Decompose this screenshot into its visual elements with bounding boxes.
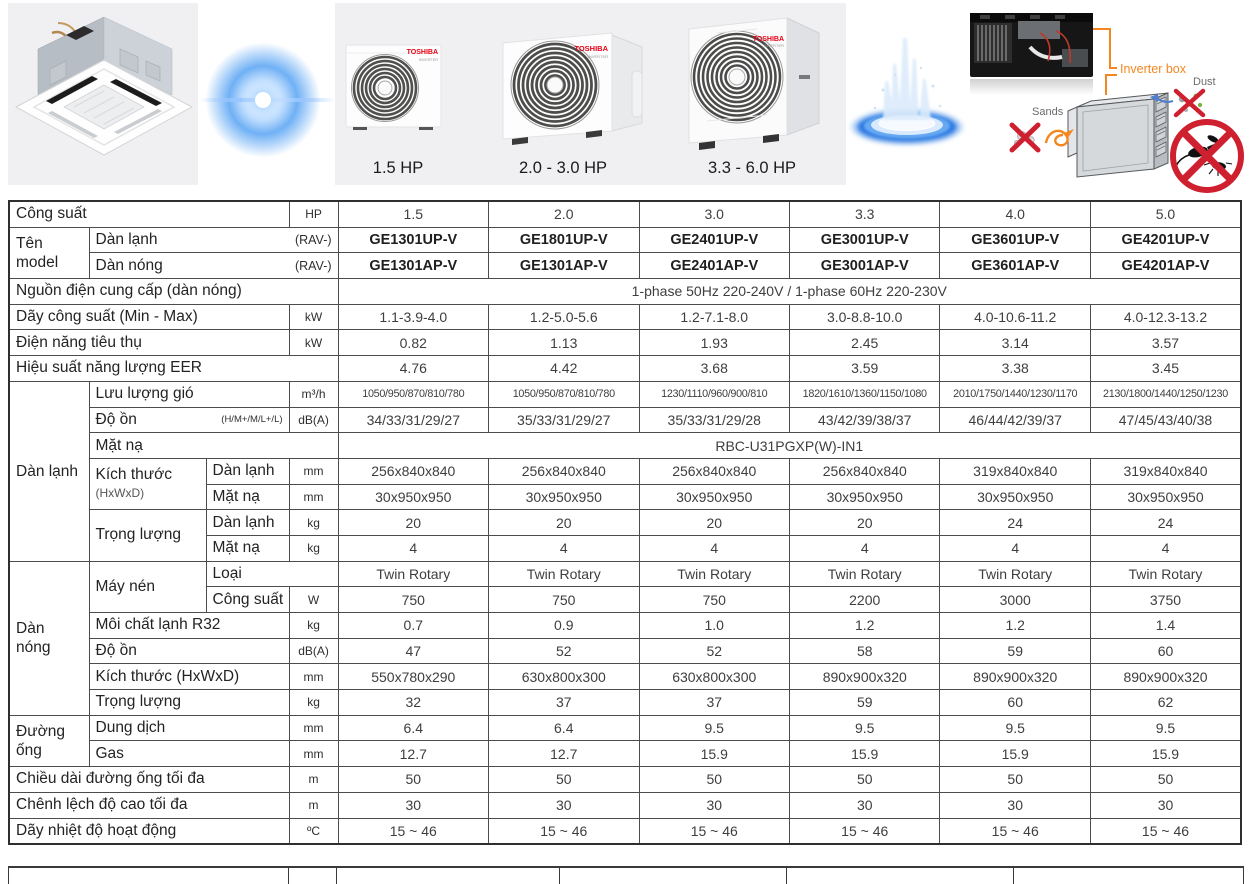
row-label: Nguồn điện cung cấp (dàn nóng) xyxy=(9,279,338,305)
row-label-text: Kích thước xyxy=(95,466,173,484)
row-power-supply xyxy=(9,279,1241,305)
spec-value: 6.4 xyxy=(489,715,639,741)
row-operating-temp xyxy=(9,818,1241,844)
outdoor-unit-3_3-6_0hp-image xyxy=(687,15,823,153)
row-airflow xyxy=(9,381,1241,407)
spec-value: 3750 xyxy=(1090,587,1241,613)
row-unit: kg xyxy=(289,535,338,561)
sub-row-label: Dàn lạnh xyxy=(206,458,289,484)
spec-value: 50 xyxy=(940,767,1090,793)
spec-value: 3.68 xyxy=(639,356,789,382)
spec-value: 0.9 xyxy=(489,613,639,639)
spec-value: GE3001UP-V xyxy=(789,227,939,253)
spec-value: 750 xyxy=(489,587,639,613)
spec-value: 3.38 xyxy=(940,356,1090,382)
spec-value: 46/44/42/39/37 xyxy=(940,407,1090,433)
hp-label-1: 1.5 HP xyxy=(372,159,424,177)
row-label xyxy=(89,253,338,279)
spec-value: 3.14 xyxy=(940,330,1090,356)
spec-value: 4 xyxy=(940,535,1090,561)
spec-value: 4 xyxy=(1090,535,1241,561)
spec-value: 59 xyxy=(789,690,939,716)
spec-value: 2.0 xyxy=(489,201,639,227)
spec-value: 62 xyxy=(1090,690,1241,716)
spec-value: 750 xyxy=(639,587,789,613)
spec-value: 15.9 xyxy=(1090,741,1241,767)
spec-value: 34/33/31/29/27 xyxy=(338,407,488,433)
spec-value: 0.7 xyxy=(338,613,488,639)
spec-value: 37 xyxy=(639,690,789,716)
spec-value: 15 ~ 46 xyxy=(1090,818,1241,844)
spec-value: 43/42/39/38/37 xyxy=(789,407,939,433)
spec-value: 890x900x320 xyxy=(789,664,939,690)
row-label xyxy=(89,407,289,433)
row-max-height-diff xyxy=(9,792,1241,818)
spec-value: 50 xyxy=(639,767,789,793)
spec-value: 256x840x840 xyxy=(789,458,939,484)
row-label: Dung dịch xyxy=(89,715,289,741)
row-label-suffix: (RAV-) xyxy=(294,233,332,248)
spec-value: 60 xyxy=(940,690,1090,716)
spec-value: 15 ~ 46 xyxy=(338,818,488,844)
spec-value: 30x950x950 xyxy=(489,484,639,510)
spec-value: Twin Rotary xyxy=(1090,561,1241,587)
spec-value: 256x840x840 xyxy=(338,458,488,484)
spec-value: 3.57 xyxy=(1090,330,1241,356)
row-unit: mm xyxy=(289,664,338,690)
spec-value: 30 xyxy=(489,792,639,818)
spec-value: 3000 xyxy=(940,587,1090,613)
spec-value: 1.2-5.0-5.6 xyxy=(489,304,639,330)
spec-value: 4 xyxy=(789,535,939,561)
spec-value: 30x950x950 xyxy=(639,484,789,510)
spec-value: 1050/950/870/810/780 xyxy=(489,381,639,407)
spec-value: GE1801UP-V xyxy=(489,227,639,253)
spec-value: 9.5 xyxy=(789,715,939,741)
spec-value: 319x840x840 xyxy=(940,458,1090,484)
row-label: Trọng lượng xyxy=(89,690,289,716)
spec-value: 30 xyxy=(1090,792,1241,818)
toshiba-logo-text: TOSHIBA xyxy=(406,49,438,56)
spec-value: GE1301AP-V xyxy=(338,253,488,279)
blue-flash-graphic xyxy=(200,3,335,185)
spec-value: 15.9 xyxy=(639,741,789,767)
spec-value: 24 xyxy=(940,510,1090,536)
inverter-logo-text: INVERTER xyxy=(763,43,784,48)
spec-value: 1820/1610/1360/1150/1080 xyxy=(789,381,939,407)
spec-value: 4 xyxy=(639,535,789,561)
row-unit: W xyxy=(289,587,338,613)
spec-value: Twin Rotary xyxy=(940,561,1090,587)
spec-value: 3.0 xyxy=(639,201,789,227)
row-label: Độ ồn xyxy=(89,638,289,664)
spec-value: 15 ~ 46 xyxy=(639,818,789,844)
spec-value: 4.42 xyxy=(489,356,639,382)
row-pipe-gas xyxy=(9,741,1241,767)
spec-value: GE3601UP-V xyxy=(940,227,1090,253)
row-compressor-type xyxy=(9,561,1241,587)
row-unit: ºC xyxy=(289,818,338,844)
outdoor-unit-2_0-3_0hp-image xyxy=(500,31,646,149)
spec-value: 890x900x320 xyxy=(940,664,1090,690)
sub-row-label: Mặt nạ xyxy=(206,484,289,510)
row-unit: kg xyxy=(289,510,338,536)
no-pests-icon xyxy=(1173,122,1241,190)
spec-value: 58 xyxy=(789,638,939,664)
spec-value: 1.13 xyxy=(489,330,639,356)
row-indoor-weight-unit xyxy=(9,510,1241,536)
spec-value: 59 xyxy=(940,638,1090,664)
row-unit: m xyxy=(289,767,338,793)
row-unit: kg xyxy=(289,690,338,716)
flash-core xyxy=(255,92,271,108)
row-unit: m xyxy=(289,792,338,818)
inverter-logo-text: INVERTER xyxy=(418,58,438,62)
spec-value: 20 xyxy=(789,510,939,536)
sands-label: Sands xyxy=(1032,106,1064,118)
spec-value: 550x780x290 xyxy=(338,664,488,690)
spec-value: 30 xyxy=(940,792,1090,818)
spec-value: 256x840x840 xyxy=(639,458,789,484)
row-panel xyxy=(9,433,1241,459)
row-unit: dB(A) xyxy=(289,638,338,664)
row-label: Chênh lệch độ cao tối đa xyxy=(9,792,289,818)
spec-value: 1.93 xyxy=(639,330,789,356)
spec-value: 2010/1750/1440/1230/1170 xyxy=(940,381,1090,407)
spec-value: GE4201UP-V xyxy=(1090,227,1241,253)
row-label: Điện năng tiêu thụ xyxy=(9,330,289,356)
spec-value: 30x950x950 xyxy=(1090,484,1241,510)
spec-value: 47 xyxy=(338,638,488,664)
spec-value: 47/45/43/40/38 xyxy=(1090,407,1241,433)
row-capacity-range xyxy=(9,304,1241,330)
merged-value: RBC-U31PGXP(W)-IN1 xyxy=(338,433,1241,459)
spec-value: 1.2 xyxy=(789,613,939,639)
row-eer xyxy=(9,356,1241,382)
row-label-text: Dàn lạnh xyxy=(95,231,158,249)
inverter-photo xyxy=(970,13,1093,95)
spec-value: 4 xyxy=(338,535,488,561)
row-label: Dãy nhiệt độ hoạt động xyxy=(9,818,289,844)
spec-value: 3.45 xyxy=(1090,356,1241,382)
inverter-box-drawing xyxy=(1068,93,1168,177)
group-label: Dàn nóng xyxy=(9,561,89,715)
spec-value: 35/33/31/29/27 xyxy=(489,407,639,433)
spec-value: 30 xyxy=(338,792,488,818)
spec-value: 1.5 xyxy=(338,201,488,227)
water-splash-image xyxy=(845,20,970,190)
spec-value: 2200 xyxy=(789,587,939,613)
spec-value: 256x840x840 xyxy=(489,458,639,484)
spec-value: 2.45 xyxy=(789,330,939,356)
row-unit: kW xyxy=(289,304,338,330)
spec-value: 0.82 xyxy=(338,330,488,356)
spec-value: 9.5 xyxy=(940,715,1090,741)
spec-value: 37 xyxy=(489,690,639,716)
row-label: Chiều dài đường ống tối đa xyxy=(9,767,289,793)
row-refrigerant xyxy=(9,613,1241,639)
hp-label-2: 2.0 - 3.0 HP xyxy=(518,159,608,177)
row-unit: kW xyxy=(289,330,338,356)
spec-value: 3.0-8.8-10.0 xyxy=(789,304,939,330)
spec-value: 4.0-12.3-13.2 xyxy=(1090,304,1241,330)
row-label: Gas xyxy=(89,741,289,767)
row-label xyxy=(89,227,338,253)
row-label: Hiệu suất năng lượng EER xyxy=(9,356,338,382)
row-label: Công suất xyxy=(9,201,289,227)
inverter-box-label: Inverter box xyxy=(1120,62,1187,76)
inverter-logo-text: INVERTER xyxy=(587,54,608,59)
inverter-box-illustration xyxy=(960,5,1250,197)
outdoor-units-photo-tile xyxy=(335,3,846,185)
second-table-top-edge xyxy=(8,866,1244,884)
spec-value: GE3601AP-V xyxy=(940,253,1090,279)
row-pipe-liquid xyxy=(9,715,1241,741)
spec-value: 30 xyxy=(789,792,939,818)
outdoor-unit-1_5hp-image xyxy=(345,39,447,133)
spec-table-section xyxy=(8,200,1242,845)
spec-value: 750 xyxy=(338,587,488,613)
spec-value: GE2401UP-V xyxy=(639,227,789,253)
row-label-suffix: (H/M+/M/L+/L) xyxy=(221,414,283,426)
spec-value: 630x800x300 xyxy=(639,664,789,690)
spec-table xyxy=(8,200,1242,845)
group-label: Tên model xyxy=(9,227,89,278)
spec-value: 9.5 xyxy=(639,715,789,741)
group-label: Đường ống xyxy=(9,715,89,766)
row-unit: mm xyxy=(289,715,338,741)
spec-value: 319x840x840 xyxy=(1090,458,1241,484)
spec-value: 4 xyxy=(489,535,639,561)
row-outdoor-dims xyxy=(9,664,1241,690)
spec-value: 52 xyxy=(639,638,789,664)
spec-value: 6.4 xyxy=(338,715,488,741)
row-label-sub: (HxWxD) xyxy=(95,486,145,501)
spec-value: 20 xyxy=(338,510,488,536)
row-unit: HP xyxy=(289,201,338,227)
spec-value: 630x800x300 xyxy=(489,664,639,690)
spec-value: Twin Rotary xyxy=(489,561,639,587)
spec-value: GE1301AP-V xyxy=(489,253,639,279)
spec-value: 30x950x950 xyxy=(789,484,939,510)
spec-value: GE1301UP-V xyxy=(338,227,488,253)
row-label: Lưu lượng gió xyxy=(89,381,289,407)
hp-label-3: 3.3 - 6.0 HP xyxy=(707,159,797,177)
row-label: Môi chất lạnh R32 xyxy=(89,613,289,639)
spec-value: 50 xyxy=(1090,767,1241,793)
row-power xyxy=(9,201,1241,227)
row-label xyxy=(89,458,206,509)
row-label: Mặt nạ xyxy=(89,433,338,459)
row-outdoor-noise xyxy=(9,638,1241,664)
spec-value: 32 xyxy=(338,690,488,716)
indoor-unit-photo-tile xyxy=(8,3,198,185)
spec-value: Twin Rotary xyxy=(639,561,789,587)
group-label: Dàn lạnh xyxy=(9,381,89,561)
spec-value: 15 ~ 46 xyxy=(789,818,939,844)
spec-value: 1050/950/870/810/780 xyxy=(338,381,488,407)
row-unit: mm xyxy=(289,741,338,767)
spec-value: 50 xyxy=(338,767,488,793)
spec-value: 12.7 xyxy=(338,741,488,767)
row-label-suffix: (RAV-) xyxy=(294,258,332,273)
spec-value: GE3001AP-V xyxy=(789,253,939,279)
spec-value: 4.76 xyxy=(338,356,488,382)
row-unit: kg xyxy=(289,613,338,639)
spec-value: 24 xyxy=(1090,510,1241,536)
no-sands-icon xyxy=(1012,125,1074,150)
spec-value: 30x950x950 xyxy=(940,484,1090,510)
row-max-pipe-length xyxy=(9,767,1241,793)
spec-value: 9.5 xyxy=(1090,715,1241,741)
spec-value: 1230/1110/960/900/810 xyxy=(639,381,789,407)
merged-value: 1-phase 50Hz 220-240V / 1-phase 60Hz 220-230V xyxy=(338,279,1241,305)
row-unit: m³/h xyxy=(289,381,338,407)
sub-row-label: Loại xyxy=(206,561,338,587)
row-indoor-dims-unit xyxy=(9,458,1241,484)
spec-value: 15.9 xyxy=(940,741,1090,767)
spec-value: 35/33/31/29/28 xyxy=(639,407,789,433)
sub-row-label: Dàn lạnh xyxy=(206,510,289,536)
sub-row-label: Mặt nạ xyxy=(206,535,289,561)
spec-value: 30x950x950 xyxy=(338,484,488,510)
spec-value: 3.3 xyxy=(789,201,939,227)
spec-value: 1.1-3.9-4.0 xyxy=(338,304,488,330)
spec-value: GE2401AP-V xyxy=(639,253,789,279)
row-unit: mm xyxy=(289,484,338,510)
row-label: Máy nén xyxy=(89,561,206,612)
row-unit: dB(A) xyxy=(289,407,338,433)
row-model-outdoor xyxy=(9,253,1241,279)
row-outdoor-weight xyxy=(9,690,1241,716)
row-indoor-noise xyxy=(9,407,1241,433)
row-label: Trọng lượng xyxy=(89,510,206,561)
toshiba-logo-text: TOSHIBA xyxy=(574,44,608,53)
dust-label: Dust xyxy=(1193,76,1216,88)
spec-value: 12.7 xyxy=(489,741,639,767)
row-label-text: Dàn nóng xyxy=(95,256,163,274)
spec-value: 50 xyxy=(789,767,939,793)
spec-value: 5.0 xyxy=(1090,201,1241,227)
spec-value: 20 xyxy=(639,510,789,536)
spec-value: 60 xyxy=(1090,638,1241,664)
spec-value: GE4201AP-V xyxy=(1090,253,1241,279)
spec-value: 20 xyxy=(489,510,639,536)
spec-value: 1.2 xyxy=(940,613,1090,639)
spec-value: 1.4 xyxy=(1090,613,1241,639)
row-model-indoor xyxy=(9,227,1241,253)
spec-value: 3.59 xyxy=(789,356,939,382)
row-label-text: Độ ồn xyxy=(95,410,137,428)
spec-value: Twin Rotary xyxy=(338,561,488,587)
spec-value: 1.0 xyxy=(639,613,789,639)
spec-value: 4.0 xyxy=(940,201,1090,227)
row-label: Dãy công suất (Min - Max) xyxy=(9,304,289,330)
toshiba-logo-text: TOSHIBA xyxy=(752,36,784,43)
row-power-input xyxy=(9,330,1241,356)
spec-value: 30 xyxy=(639,792,789,818)
spec-value: 15 ~ 46 xyxy=(940,818,1090,844)
spec-value: 1.2-7.1-8.0 xyxy=(639,304,789,330)
spec-value: 4.0-10.6-11.2 xyxy=(940,304,1090,330)
sub-row-label: Công suất xyxy=(206,587,289,613)
spec-value: 50 xyxy=(489,767,639,793)
row-label: Kích thước (HxWxD) xyxy=(89,664,289,690)
spec-value: 52 xyxy=(489,638,639,664)
spec-value: 15 ~ 46 xyxy=(489,818,639,844)
spec-value: 890x900x320 xyxy=(1090,664,1241,690)
inverter-callout-lines xyxy=(1093,29,1117,95)
spec-value: 15.9 xyxy=(789,741,939,767)
row-unit: mm xyxy=(289,458,338,484)
spec-value: 2130/1800/1440/1250/1230 xyxy=(1090,381,1241,407)
cassette-indoor-unit-image xyxy=(8,3,198,185)
spec-value: Twin Rotary xyxy=(789,561,939,587)
